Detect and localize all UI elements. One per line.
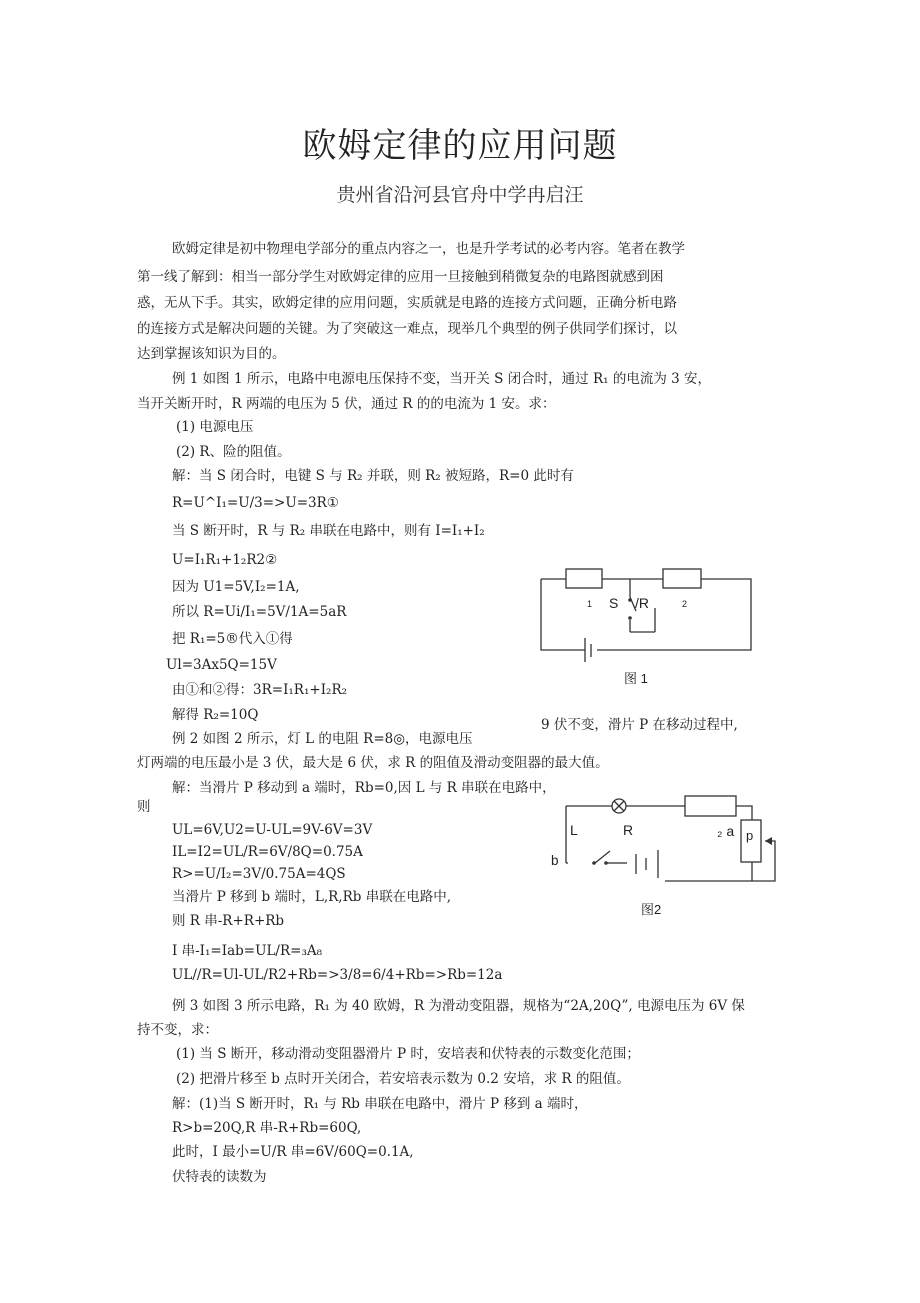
text-line: 当 S 断开时，R 与 R₂ 串联在电路中，则有 I=I₁+I₂ [172, 523, 485, 539]
text-line: 由①和②得：3R=I₁R₁+I₂R₂ [172, 682, 348, 698]
text-line: 第一线了解到：相当一部分学生对欧姆定律的应用一旦接触到稍微复杂的电路图就感到困 [137, 269, 664, 285]
text-line: U=I₁R₁+1₂R2② [172, 552, 278, 568]
text-line: 达到掌握该知识为目的。 [137, 346, 286, 362]
figure-1-circuit [535, 560, 760, 680]
text-line: I 串-I₁=Iab=UL/R=₃A₈ [172, 943, 323, 959]
resistor-r1 [566, 569, 602, 588]
text-line: (2) R、险的阻值。 [176, 444, 291, 460]
figure-2-caption: 图2 [641, 902, 662, 917]
text-line: 解：当 S 闭合时，电键 S 与 R₂ 并联，则 R₂ 被短路，R=0 此时有 [172, 468, 574, 484]
text-line: 所以 R=Ui/I₁=5V/1A=5aR [172, 604, 347, 620]
figure-1-caption: 图 1 [624, 671, 648, 686]
resistor-r [685, 796, 736, 816]
text-line: 把 R₁=5®代入①得 [172, 631, 293, 647]
text-line: Ul=3Ax5Q=15V [166, 657, 277, 673]
text-line: 因为 U1=5V,I₂=1A, [172, 579, 300, 595]
text-line: 例 1 如图 1 所示，电路中电源电压保持不变，当开关 S 闭合时，通过 R₁ 的电流为 3 安， [172, 371, 712, 387]
text-line: (1) 当 S 断开，移动滑动变阻器滑片 P 时，安培表和伏特表的示数变化范围； [176, 1046, 640, 1062]
resistor-r2 [663, 569, 701, 588]
text-line: 伏特表的读数为 [172, 1169, 267, 1185]
fig2-label-b-text: b [551, 853, 559, 868]
text-line: R=U^I₁=U/3=>U=3R① [172, 495, 339, 511]
author-line: 贵州省沿河县官舟中学冉启汪 [336, 184, 584, 206]
text-line: 的连接方式是解决问题的关键。为了突破这一难点，现举几个典型的例子供同学们探讨，以 [137, 321, 677, 337]
fig1-label-s: S [609, 595, 619, 611]
text-line: 此时，I 最小=U/R 串=6V/60Q=0.1A, [172, 1144, 414, 1160]
text-line: 当滑片 P 移到 b 端时，L,R,Rb 串联在电路中, [172, 889, 451, 905]
page-title: 欧姆定律的应用问题 [302, 126, 618, 166]
text-line: UL//R=Ul-UL/R2+Rb=>3/8=6/4+Rb=>Rb=12a [172, 967, 503, 983]
text-line: 例 2 如图 2 所示，灯 L 的电阻 R=8◎，电源电压 [172, 731, 473, 747]
fig2-label-l: L [570, 822, 578, 838]
text-line: 解：当滑片 P 移动到 a 端时，Rb=0,因 L 与 R 串联在电路中， [172, 780, 556, 796]
text-line: (2) 把滑片移至 b 点时开关闭合，若安培表示数为 0.2 安培，求 R 的阻值。 [176, 1071, 630, 1087]
figure-2-circuit [560, 790, 785, 890]
text-line: 例 3 如图 3 所示电路，R₁ 为 40 欧姆，R 为滑动变阻器，规格为“2A,20Q”, 电源电压为 6V 保 [172, 998, 745, 1014]
text-line: 9 伏不变，滑片 P 在移动过程中, [541, 717, 738, 733]
fig2-label-p: p [746, 828, 754, 843]
text-line: 解得 R₂=10Q [172, 707, 259, 723]
fig1-label-r: /R [635, 595, 649, 611]
text-line: R>b=20Q,R 串-R+Rb=60Q, [172, 1120, 362, 1136]
text-line: 持不变，求： [137, 1022, 218, 1038]
text-line: IL=I2=UL/R=6V/8Q=0.75A [172, 844, 363, 860]
text-line: (1) 电源电压 [176, 419, 254, 435]
text-line: UL=6V,U2=U-UL=9V-6V=3V [172, 822, 373, 838]
text-line: 则 R 串-R+R+Rb [172, 913, 285, 929]
fig2-label-r: R [623, 822, 634, 838]
fig1-label-1: 1 [587, 599, 593, 609]
fig2-label-2a: ₂ a [717, 823, 735, 839]
text-line: 灯两端的电压最小是 3 伏，最大是 6 伏，求 R 的阻值及滑动变阻器的最大值。 [137, 755, 609, 771]
text-line: 当开关断开时，R 两端的电压为 5 伏，通过 R 的的电流为 1 安。求： [137, 396, 556, 412]
text-line: 解：(1)当 S 断开时，R₁ 与 Rb 串联在电路中，滑片 P 移到 a 端时， [172, 1096, 588, 1112]
text-line: 则 [137, 799, 151, 815]
fig1-label-2: 2 [682, 599, 688, 609]
text-line: 欧姆定律是初中物理电学部分的重点内容之一，也是升学考试的必考内容。笔者在教学 [172, 241, 685, 257]
text-line: 惑，无从下手。其实，欧姆定律的应用问题，实质就是电路的连接方式问题，正确分析电路 [137, 295, 677, 311]
text-line: R>=U/I₂=3V/0.75A=4QS [172, 866, 346, 882]
